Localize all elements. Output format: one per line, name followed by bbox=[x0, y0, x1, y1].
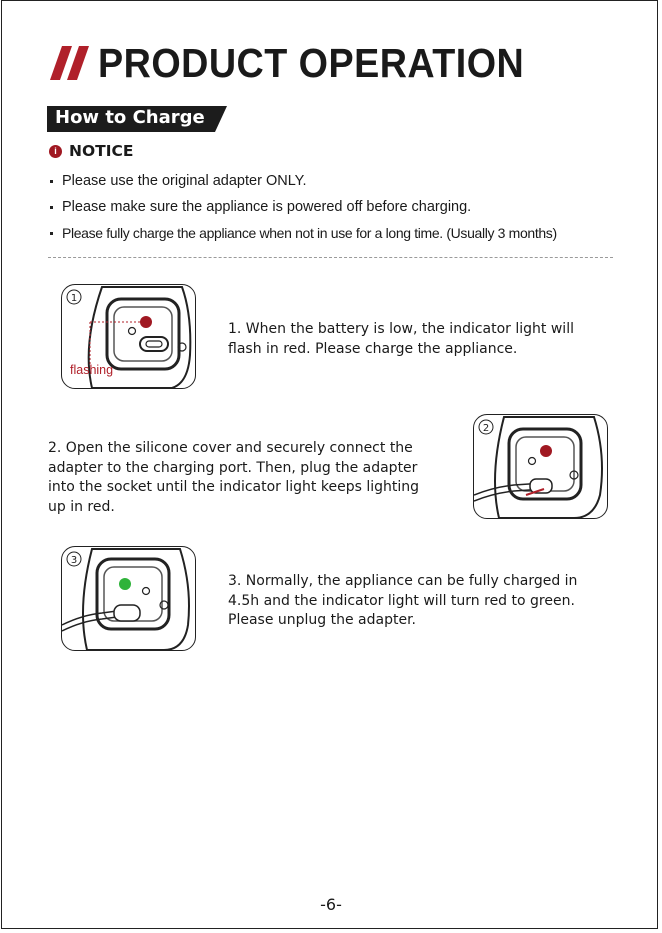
step-3-text: 3. Normally, the appliance can be fully charged in 4.5h and the indicator light will turn red to green. Please unplug the adapter. bbox=[228, 573, 578, 628]
step-2-illustration bbox=[473, 414, 608, 519]
notice-label: NOTICE bbox=[69, 142, 134, 160]
section-tab bbox=[47, 106, 227, 132]
charging-port-illustration bbox=[62, 547, 195, 650]
header bbox=[48, 40, 561, 86]
step-number-3: 3 bbox=[70, 555, 78, 566]
section-title: How to Charge bbox=[55, 107, 205, 128]
notice-list bbox=[48, 168, 628, 246]
indicator-light bbox=[119, 578, 131, 590]
step-2-text: 2. Open the silicone cover and securely connect the adapter to the charging port. Then, plug the adapter into the socket until the indicator light keeps lighting up in red. bbox=[48, 440, 419, 515]
divider bbox=[48, 257, 613, 258]
step-1-illustration bbox=[61, 284, 196, 389]
notice-item-text: Please make sure the appliance is powered off before charging. bbox=[62, 199, 472, 215]
info-icon: i bbox=[49, 145, 62, 158]
page-number: -6- bbox=[320, 895, 342, 914]
charging-port-illustration bbox=[474, 415, 607, 518]
indicator-light bbox=[140, 316, 152, 328]
flashing-label: flashing bbox=[70, 363, 114, 377]
page-title: PRODUCT OPERATION bbox=[98, 39, 525, 86]
double-slash-icon bbox=[48, 40, 92, 86]
indicator-light bbox=[540, 445, 552, 457]
step-number-2: 2 bbox=[482, 423, 490, 434]
list-item bbox=[48, 168, 628, 194]
list-item bbox=[48, 220, 628, 246]
notice-item-text: Please fully charge the appliance when not in use for a long time. (Usually 3 months) bbox=[62, 225, 557, 241]
notice-heading bbox=[49, 142, 133, 160]
step-1-text: 1. When the battery is low, the indicator light will flash in red. Please charge the appliance. bbox=[228, 321, 574, 357]
notice-item-text: Please use the original adapter ONLY. bbox=[62, 173, 307, 189]
list-item bbox=[48, 194, 628, 220]
step-number-1: 1 bbox=[70, 293, 78, 304]
step-3-illustration bbox=[61, 546, 196, 651]
